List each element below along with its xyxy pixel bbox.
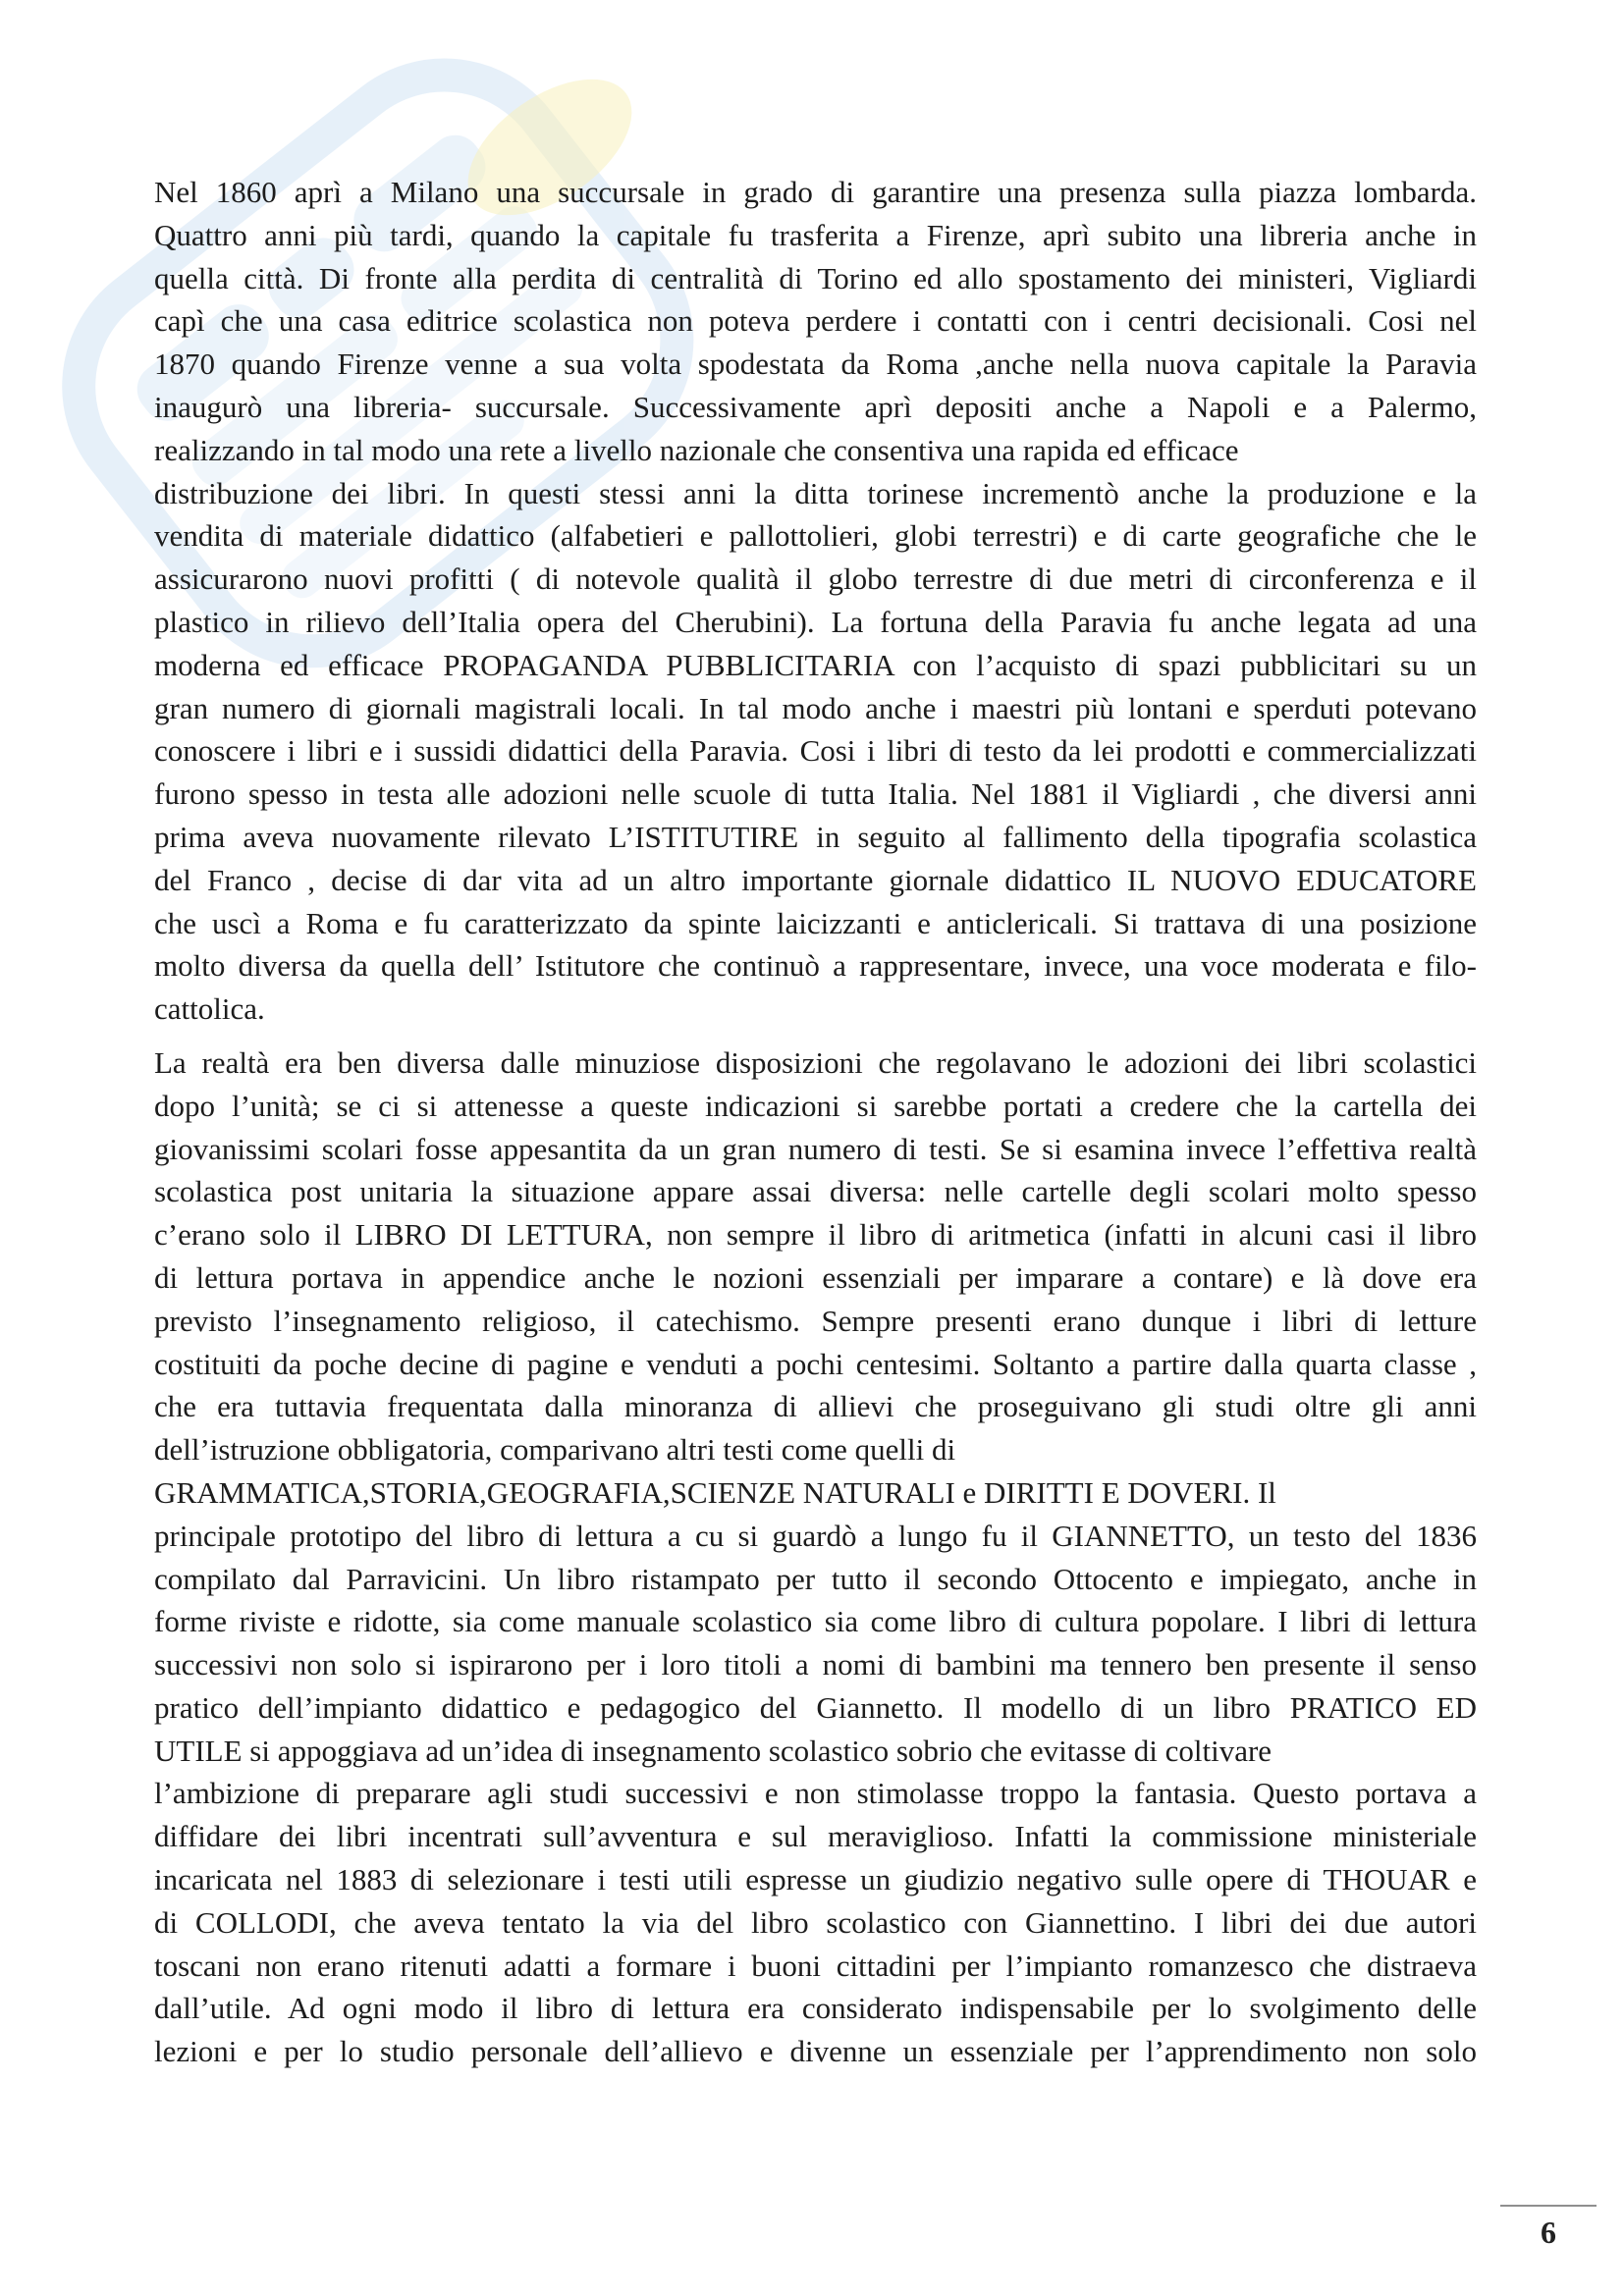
text-line: capì che una casa editrice scolastica non poteva perdere i contatti con i centri decisionali. Cosi nel	[154, 303, 1477, 339]
text-line: gran numero di giornali magistrali locali. In tal modo anche i maestri più lontani e sperduti potevano	[154, 690, 1477, 725]
text-line: compilato dal Parravicini. Un libro ristampato per tutto il secondo Ottocento e impiegato, anche in	[154, 1561, 1477, 1596]
text-line: 1870 quando Firenze venne a sua volta spodestata da Roma ,anche nella nuova capitale la Paravia	[154, 347, 1477, 382]
paragraph-2	[154, 1041, 1477, 2073]
text-line: vendita di materiale didattico (alfabetieri e pallottolieri, globi terrestri) e di carte geografiche che le	[154, 518, 1477, 554]
page-number: 6	[1541, 2215, 1556, 2250]
text-line: giovanissimi scolari fosse appesantita da un gran numero di testi. Se si esamina invece l’effettiva realtà	[154, 1131, 1477, 1166]
text-line: successivi non solo si ispirarono per i loro titoli a nomi di bambini ma tennero ben presente il senso	[154, 1647, 1477, 1682]
text-line: che uscì a Roma e fu caratterizzato da spinte laicizzanti e anticlericali. Si trattava di una posizione	[154, 905, 1477, 940]
text-line: Nel 1860 aprì a Milano una succursale in grado di garantire una presenza sulla piazza lombarda.	[154, 175, 1477, 209]
text-line: moderna ed efficace PROPAGANDA PUBBLICITARIA con l’acquisto di spazi pubblicitari su un	[154, 647, 1477, 682]
text-line: toscani non erano ritenuti adatti a formare i buoni cittadini per l’impianto romanzesco che distraeva	[154, 1948, 1477, 1983]
text-line: conoscere i libri e i sussidi didattici della Paravia. Cosi i libri di testo da lei prodotti e commercializzati	[154, 733, 1477, 769]
text-line: cattolica.	[154, 991, 265, 1027]
text-line: furono spesso in testa alle adozioni nelle scuole di tutta Italia. Nel 1881 il Vigliardi , che diversi anni	[154, 776, 1477, 812]
text-line: dopo l’unità; se ci si attenesse a queste indicazioni si sarebbe portati a credere che la cartella dei	[154, 1088, 1477, 1123]
text-line: diffidare dei libri incentrati sull’avventura e sul meraviglioso. Infatti la commissione ministeriale	[154, 1819, 1477, 1854]
text-line: del Franco , decise di dar vita ad un altro importante giornale didattico IL NUOVO EDUCATORE	[154, 862, 1477, 897]
text-line: distribuzione dei libri. In questi stessi anni la ditta torinese incrementò anche la produzione e la	[154, 475, 1477, 510]
text-line: dell’istruzione obbligatoria, comparivano altri testi come quelli di	[154, 1432, 956, 1468]
text-line: molto diversa da quella dell’ Istitutore che continuò a rappresentare, invece, una voce moderata e filo-	[154, 948, 1477, 984]
text-line: prima aveva nuovamente rilevato L’ISTITUTIRE in seguito al fallimento della tipografia scolastica	[154, 819, 1477, 854]
text-line: dall’utile. Ad ogni modo il libro di lettura era considerato indispensabile per lo svolgimento delle	[154, 1991, 1477, 2026]
text-line: inaugurò una libreria- succursale. Successivamente aprì depositi anche a Napoli e a Palermo,	[154, 389, 1477, 424]
text-line: di COLLODI, che aveva tentato la via del libro scolastico con Giannettino. I libri dei due autori	[154, 1904, 1477, 1940]
text-line: previsto l’insegnamento religioso, il catechismo. Sempre presenti erano dunque i libri di letture	[154, 1303, 1477, 1338]
text-line: forme riviste e ridotte, sia come manuale scolastico sia come libro di cultura popolare. I libri di lettura	[154, 1604, 1477, 1639]
footer-rule	[1500, 2205, 1597, 2207]
text-line: UTILE si appoggiava ad un’idea di insegnamento scolastico sobrio che evitasse di coltivare	[154, 1733, 1272, 1768]
text-line: assicurarono nuovi profitti ( di notevole qualità il globo terrestre di due metri di circonferenza e il	[154, 561, 1477, 597]
text-line: Quattro anni più tardi, quando la capitale fu trasferita a Firenze, aprì subito una libreria anche in	[154, 217, 1477, 252]
text-line: c’erano solo il LIBRO DI LETTURA, non sempre il libro di aritmetica (infatti in alcuni casi il libro	[154, 1217, 1477, 1253]
body-text	[154, 171, 1477, 2073]
text-line: La realtà era ben diversa dalle minuziose disposizioni che regolavano le adozioni dei libri scolastici	[154, 1044, 1477, 1080]
text-line: principale prototipo del libro di lettura a cu si guardò a lungo fu il GIANNETTO, un testo del 1836	[154, 1518, 1477, 1553]
text-line: GRAMMATICA,STORIA,GEOGRAFIA,SCIENZE NATURALI e DIRITTI E DOVERI. Il	[154, 1474, 1276, 1510]
text-line: scolastica post unitaria la situazione appare assai diversa: nelle cartelle degli scolari molto spesso	[154, 1174, 1477, 1209]
text-line: plastico in rilievo dell’Italia opera del Cherubini). La fortuna della Paravia fu anche legata ad una	[154, 604, 1477, 639]
text-line: pratico dell’impianto didattico e pedagogico del Giannetto. Il modello di un libro PRATICO ED	[154, 1689, 1477, 1725]
text-line: di lettura portava in appendice anche le nozioni essenziali per imparare a contare) e là dove era	[154, 1259, 1477, 1295]
text-line: quella città. Di fronte alla perdita di centralità di Torino ed allo spostamento dei ministeri, Vigliardi	[154, 260, 1477, 295]
text-line: realizzando in tal modo una rete a livello nazionale che consentiva una rapida ed efficace	[154, 432, 1239, 467]
paragraph-1	[154, 171, 1477, 1031]
text-line: incaricata nel 1883 di selezionare i testi utili espresse un giudizio negativo sulle opere di THOUAR e	[154, 1862, 1477, 1897]
text-line: costituiti da poche decine di pagine e venduti a pochi centesimi. Soltanto a partire dalla quarta classe ,	[154, 1346, 1477, 1381]
text-line: l’ambizione di preparare agli studi successivi e non stimolasse troppo la fantasia. Questo portava a	[154, 1776, 1477, 1811]
text-line: che era tuttavia frequentata dalla minoranza di allievi che proseguivano gli studi oltre gli anni	[154, 1389, 1477, 1424]
text-line: lezioni e per lo studio personale dell’allievo e divenne un essenziale per l’apprendimento non solo	[154, 2034, 1477, 2069]
